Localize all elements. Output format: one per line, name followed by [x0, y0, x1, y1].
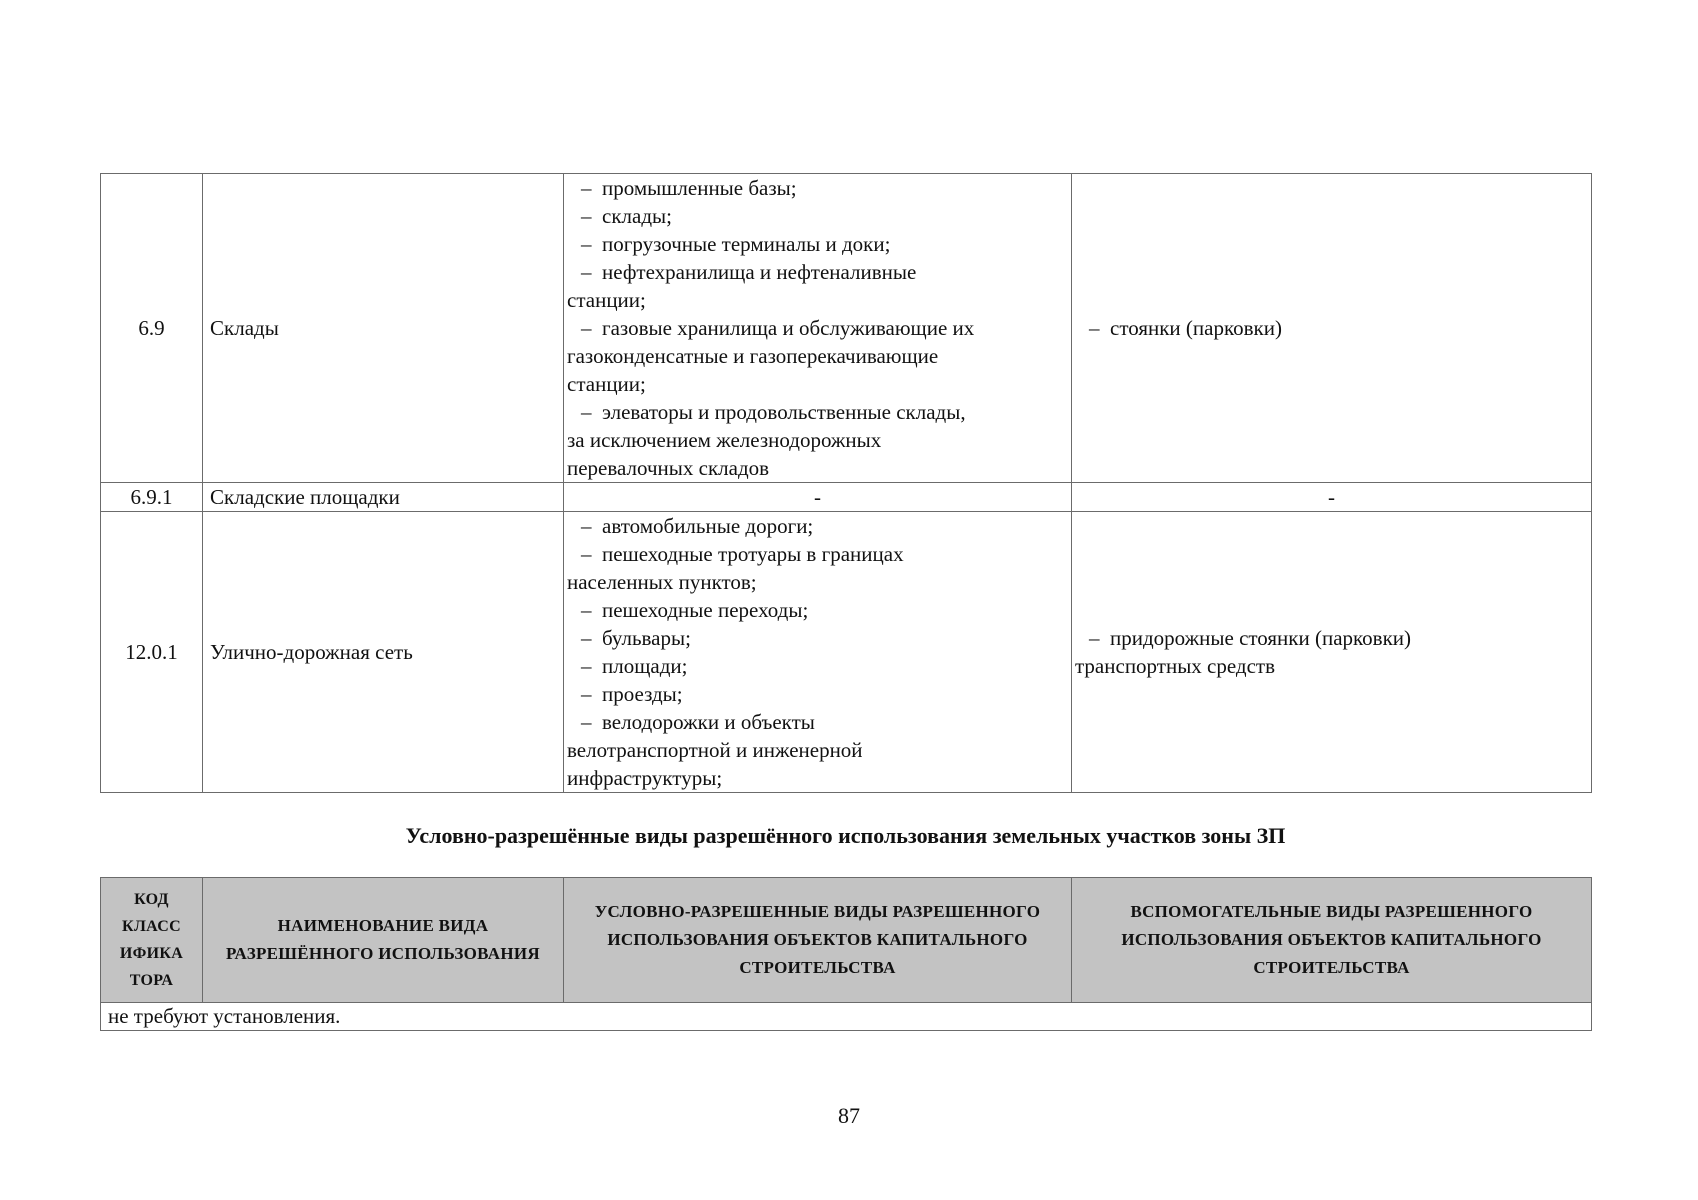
auxiliary-uses-cell [1072, 512, 1592, 793]
table-row [101, 483, 1592, 512]
list-item: – автомобильные дороги; [567, 512, 1068, 540]
header-name: НАИМЕНОВАНИЕ ВИДА РАЗРЕШЁННОГО ИСПОЛЬЗОВАНИЯ [203, 878, 564, 1003]
main-uses-cell: - [564, 483, 1072, 512]
header-row [101, 878, 1592, 1003]
list-item: – придорожные стоянки (парковки) [1075, 624, 1588, 652]
header-code [101, 878, 203, 1003]
list-item: – велодорожки и объекты [567, 708, 1068, 736]
list-item: – пешеходные тротуары в границах [567, 540, 1068, 568]
list-item-continuation: за исключением железнодорожных [567, 428, 882, 452]
permitted-uses-table-body [101, 174, 1592, 793]
permitted-uses-table [100, 173, 1592, 793]
header-code-line: КОД [134, 891, 169, 908]
list-item-continuation: населенных пунктов; [567, 570, 757, 594]
list-item: – элеваторы и продовольственные склады, [567, 398, 1068, 426]
classifier-code: 12.0.1 [101, 512, 203, 793]
list-item: – проезды; [567, 680, 1068, 708]
list-item: – площади; [567, 652, 1068, 680]
section-title: Условно-разрешённые виды разрешённого использования земельных участков зоны ЗП [405, 823, 1286, 848]
auxiliary-uses-cell [1072, 174, 1592, 483]
header-auxiliary: ВСПОМОГАТЕЛЬНЫЕ ВИДЫ РАЗРЕШЕННОГО ИСПОЛЬЗОВАНИЯ ОБЪЕКТОВ КАПИТАЛЬНОГО СТРОИТЕЛЬСТВА [1072, 878, 1592, 1003]
use-name: Склады [203, 174, 564, 483]
use-name: Улично-дорожная сеть [203, 512, 564, 793]
list-item: – бульвары; [567, 624, 1068, 652]
list-item-continuation: станции; [567, 372, 646, 396]
list-item-continuation: транспортных средств [1075, 654, 1276, 678]
header-conditional: УСЛОВНО-РАЗРЕШЕННЫЕ ВИДЫ РАЗРЕШЕННОГО ИСПОЛЬЗОВАНИЯ ОБЪЕКТОВ КАПИТАЛЬНОГО СТРОИТЕЛЬСТВА [564, 878, 1072, 1003]
list-item-continuation: станции; [567, 288, 646, 312]
use-name: Складские площадки [203, 483, 564, 512]
list-item: – склады; [567, 202, 1068, 230]
classifier-code: 6.9.1 [101, 483, 203, 512]
list-item: – газовые хранилища и обслуживающие их [567, 314, 1068, 342]
main-uses-cell [564, 512, 1072, 793]
list-item: – погрузочные терминалы и доки; [567, 230, 1068, 258]
main-uses-cell [564, 174, 1072, 483]
page-number: 87 [838, 1103, 860, 1128]
list-item: – пешеходные переходы; [567, 596, 1068, 624]
list-item-continuation: перевалочных складов [567, 456, 770, 480]
list-item-continuation: велотранспортной и инженерной [567, 738, 863, 762]
list-item-continuation: инфраструктуры; [567, 766, 723, 790]
list-item: – промышленные базы; [567, 174, 1068, 202]
header-code-line: КЛАСС [122, 918, 181, 935]
list-item: – нефтехранилища и нефтеналивные [567, 258, 1068, 286]
classifier-code: 6.9 [101, 174, 203, 483]
table-row [101, 174, 1592, 483]
note-row [101, 1003, 1592, 1031]
header-code-line: ИФИКА [119, 945, 184, 962]
list-item: – стоянки (парковки) [1075, 314, 1588, 342]
header-code-line: ТОРА [129, 972, 174, 989]
list-item-continuation: газоконденсатные и газоперекачивающие [567, 344, 939, 368]
table-row [101, 512, 1592, 793]
auxiliary-uses-cell: - [1072, 483, 1592, 512]
conditional-uses-table [100, 877, 1592, 1031]
note-cell: не требуют установления. [101, 1003, 1592, 1031]
